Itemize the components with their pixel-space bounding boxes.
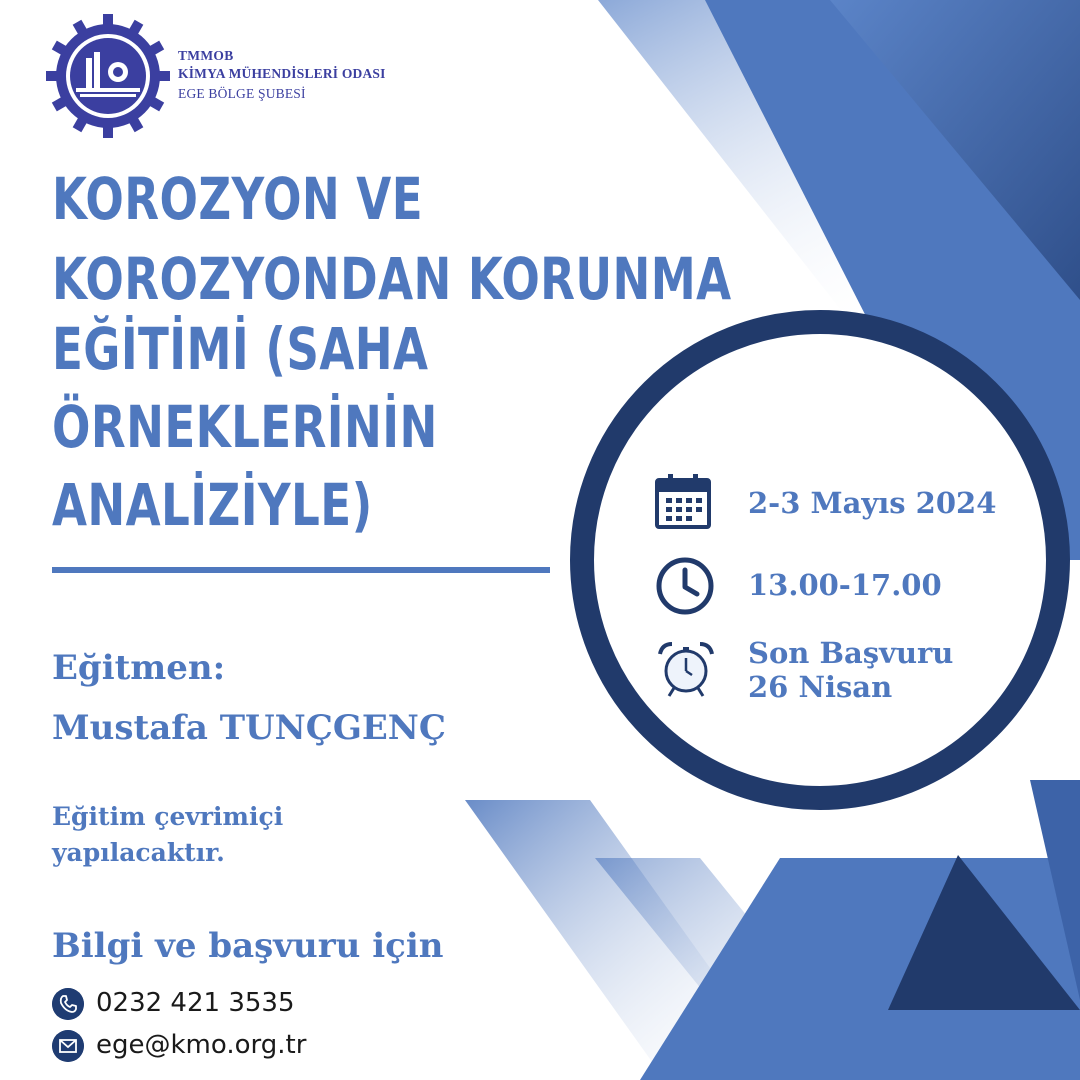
title-line: KOROZYONDAN KORUNMA	[52, 245, 732, 313]
phone-icon	[52, 988, 84, 1020]
clock-icon	[655, 556, 715, 616]
title-line: ANALİZİYLE)	[52, 471, 373, 539]
format-note-line-1: Eğitim çevrimiçi	[52, 802, 284, 831]
event-details-circle	[570, 310, 1070, 810]
mail-icon	[52, 1030, 84, 1062]
email-address[interactable]: ege@kmo.org.tr	[96, 1030, 307, 1060]
title-line: KOROZYON VE	[52, 165, 424, 233]
format-note-line-2: yapılacaktır.	[52, 838, 225, 867]
organization-name-line-1: TMMOB	[178, 48, 234, 63]
calendar-icon	[654, 472, 712, 530]
organization-logo	[46, 14, 170, 138]
organization-name-line-2: KİMYA MÜHENDİSLERİ ODASI	[178, 66, 386, 81]
event-date: 2-3 Mayıs 2024	[748, 486, 997, 520]
title-line: ÖRNEKLERİNİN	[52, 393, 438, 461]
deadline-date: 26 Nisan	[748, 670, 893, 704]
contact-heading: Bilgi ve başvuru için	[52, 926, 444, 966]
deadline-label: Son Başvuru	[748, 636, 954, 670]
organization-branch: EGE BÖLGE ŞUBESİ	[178, 86, 306, 101]
trainer-label: Eğitmen:	[52, 648, 226, 688]
alarm-clock-icon	[654, 638, 718, 700]
event-time: 13.00-17.00	[748, 568, 942, 602]
trainer-name: Mustafa TUNÇGENÇ	[52, 708, 446, 748]
phone-number[interactable]: 0232 421 3535	[96, 988, 295, 1018]
title-line: EĞİTİMİ (SAHA	[52, 315, 429, 383]
divider	[52, 567, 550, 573]
